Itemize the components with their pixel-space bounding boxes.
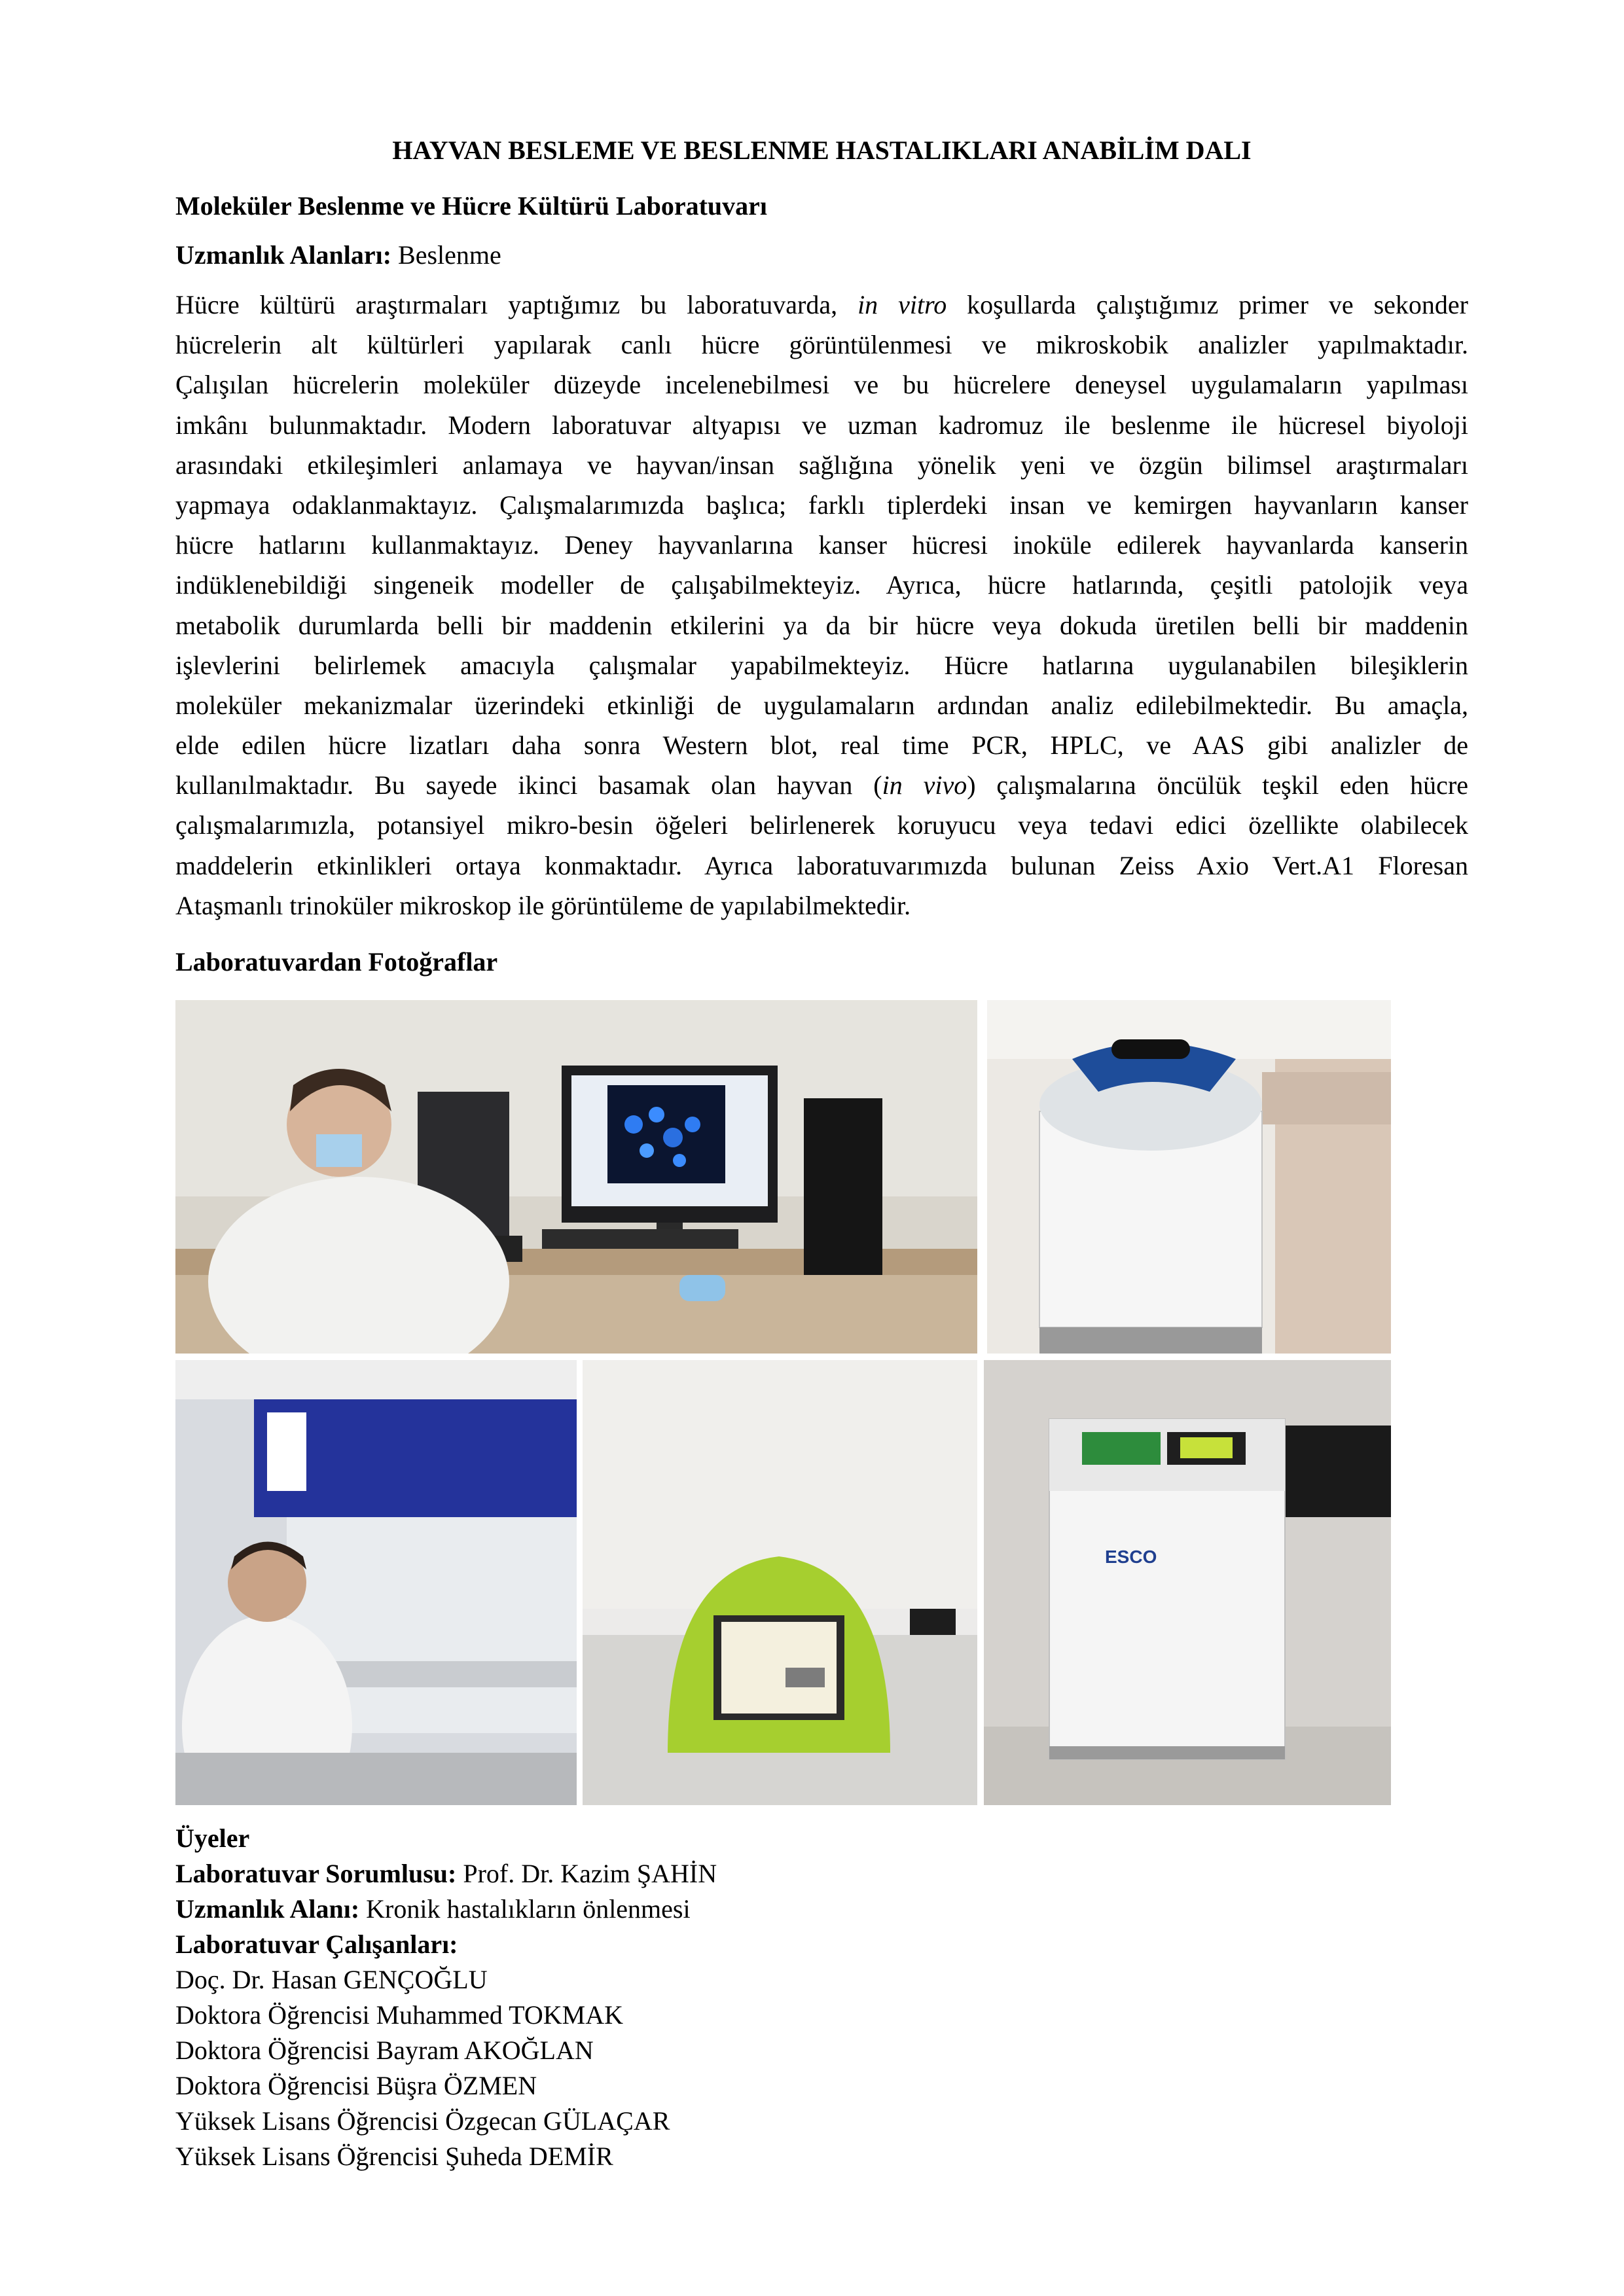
paragraph-line: hücre hatlarını kullanmaktayız. Deney hayvanlarına kanser hücresi inoküle edilerek hayvanlarda kanserin	[175, 530, 1468, 560]
photo-cell-counter	[583, 1360, 977, 1805]
lab-head-area-line	[175, 1892, 717, 1927]
photo-co2-incubator	[984, 1360, 1391, 1805]
paragraph-line: metabolik durumlarda belli bir maddenin etkilerini ya da bir hücre veya dokuda üretilen belli bir maddenin	[175, 610, 1468, 640]
line-text: Hücre kültürü araştırmaları yaptığımız bu laboratuvarda,	[175, 290, 858, 319]
expertise-line	[175, 236, 1468, 275]
staff-member: Doç. Dr. Hasan GENÇOĞLU	[175, 1965, 488, 1994]
photo-microscope-workstation	[175, 1000, 977, 1354]
expertise-label: Uzmanlık Alanları:	[175, 240, 392, 270]
area-label: Uzmanlık Alanı:	[175, 1894, 360, 1924]
lab-name: Moleküler Beslenme ve Hücre Kültürü Laboratuvarı	[175, 191, 768, 221]
paragraph-line: hücrelerin alt kültürleri yapılarak canlı hücre görüntülenmesi ve mikroskobik analizler yapılmaktadır.	[175, 330, 1468, 360]
paragraph-line	[175, 285, 1468, 325]
paragraph-line: elde edilen hücre lizatları daha sonra Western blot, real time PCR, HPLC, ve AAS gibi analizler de	[175, 730, 1468, 761]
photos-heading: Laboratuvardan Fotoğraflar	[175, 947, 498, 977]
staff-member: Doktora Öğrencisi Muhammed TOKMAK	[175, 2000, 623, 2030]
line-text: kullanılmaktadır. Bu sayede ikinci basamak olan hayvan (	[175, 770, 882, 800]
lab-head-value: Prof. Dr. Kazim ŞAHİN	[463, 1859, 717, 1888]
incubator-brand-text: ESCO	[1105, 1547, 1157, 1567]
paragraph-line: çalışmalarımızla, potansiyel mikro-besin öğeleri belirlenerek koruyucu veya tedavi edici özellikte olabilecek	[175, 810, 1468, 840]
expertise-value: Beslenme	[398, 240, 501, 270]
italic-term: in vivo	[882, 770, 967, 800]
paragraph-line: Ataşmanlı trinoküler mikroskop ile görüntüleme de yapılabilmektedir.	[175, 890, 911, 920]
paragraph-line: Çalışılan hücrelerin moleküler düzeyde incelenebilmesi ve bu hücrelere deneysel uygulamaların yapılması	[175, 370, 1468, 400]
area-value: Kronik hastalıkların önlenmesi	[366, 1894, 691, 1924]
staff-member: Yüksek Lisans Öğrencisi Şuheda DEMİR	[175, 2142, 613, 2171]
description-paragraph	[175, 285, 1468, 925]
paragraph-line: işlevlerini belirlemek amacıyla çalışmalar yapabilmekteyiz. Hücre hatlarına uygulanabilen bileşiklerin	[175, 650, 1468, 680]
italic-term: in vitro	[857, 290, 947, 319]
paragraph-line: imkânı bulunmaktadır. Modern laboratuvar altyapısı ve uzman kadromuz ile beslenme ile hücresel biyoloji	[175, 410, 1468, 440]
paragraph-line: moleküler mekanizmalar üzerindeki etkinliği de uygulamaların ardından analiz edilebilmektedir. Bu amaçla,	[175, 690, 1468, 720]
staff-heading: Laboratuvar Çalışanları:	[175, 1929, 458, 1959]
paragraph-line: indüklenebildiği singeneik modeller de çalışabilmekteyiz. Ayrıca, hücre hatlarında, çeşitli patolojik veya	[175, 570, 1468, 600]
staff-list	[175, 1962, 717, 2174]
paragraph-line	[175, 765, 1468, 805]
staff-member: Yüksek Lisans Öğrencisi Özgecan GÜLAÇAR	[175, 2106, 670, 2136]
department-title: HAYVAN BESLEME VE BESLENME HASTALIKLARI ANABİLİM DALI	[392, 135, 1252, 165]
line-text: ) çalışmalarına öncülük teşkil eden hücre	[967, 770, 1469, 800]
members-heading: Üyeler	[175, 1823, 250, 1853]
line-text: koşullarda çalıştığımız primer ve sekonder	[947, 290, 1468, 319]
paragraph-line: yapmaya odaklanmaktayız. Çalışmalarımızda başlıca; farklı tiplerdeki insan ve kemirgen hayvanların kanser	[175, 490, 1468, 520]
staff-member: Doktora Öğrencisi Büşra ÖZMEN	[175, 2071, 537, 2100]
staff-member: Doktora Öğrencisi Bayram AKOĞLAN	[175, 2036, 594, 2065]
paragraph-line: arasındaki etkileşimleri anlamaya ve hayvan/insan sağlığına yönelik yeni ve özgün bilimsel araştırmaları	[175, 450, 1468, 480]
paragraph-line: maddelerin etkinlikleri ortaya konmaktadır. Ayrıca laboratuvarımızda bulunan Zeiss Axio Vert.A1 Floresan	[175, 850, 1468, 880]
lab-head-label: Laboratuvar Sorumlusu:	[175, 1859, 457, 1888]
photo-biosafety-cabinet	[175, 1360, 577, 1805]
lab-head-line	[175, 1856, 717, 1892]
photo-autoclave	[987, 1000, 1391, 1354]
members-section	[175, 1821, 717, 2174]
